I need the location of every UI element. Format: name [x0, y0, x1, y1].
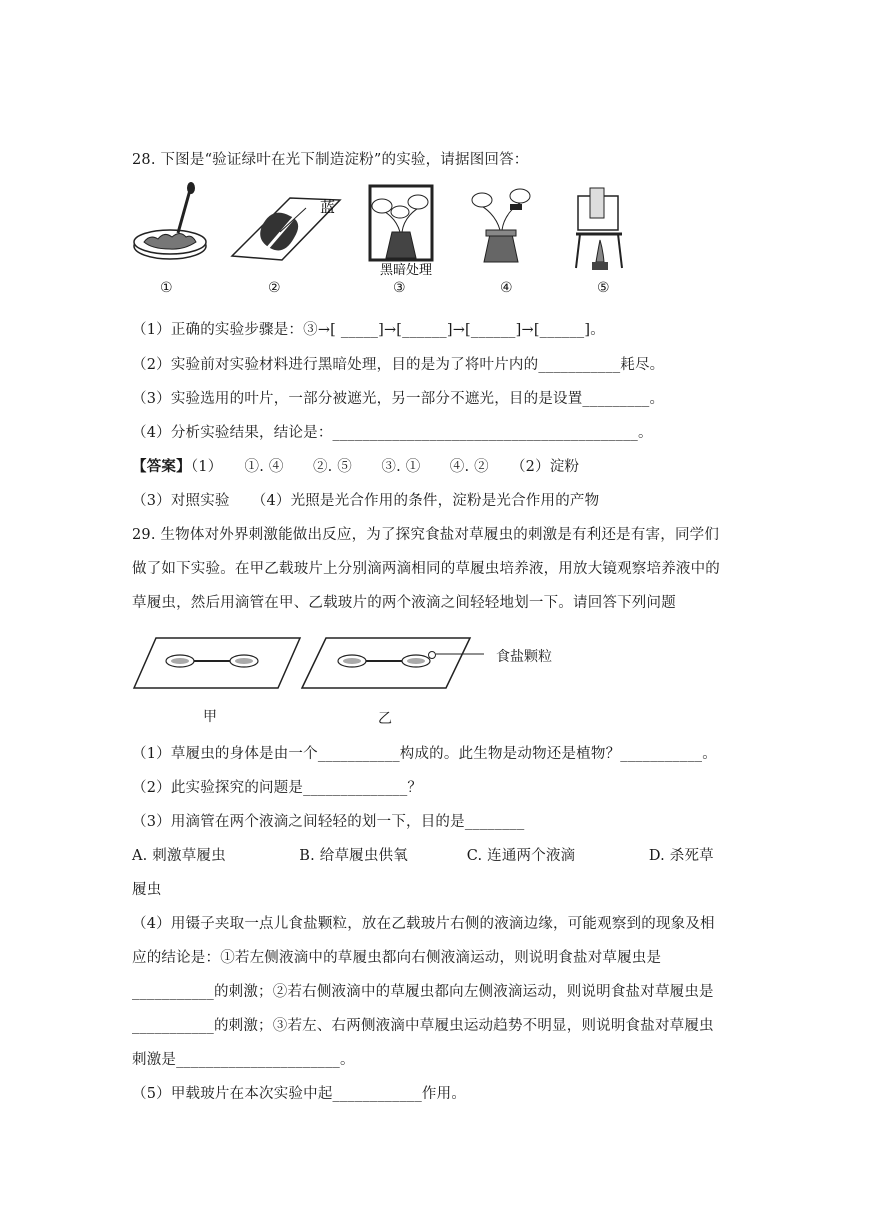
q29-line-2: （2）此实验探究的问题是______________？ — [132, 780, 423, 796]
label-jia: 甲 — [203, 709, 217, 725]
step-number-1: ① — [160, 280, 173, 296]
q28-answer-line-2: （3）对照实验 （4）光照是光合作用的条件，淀粉是光合作用的产物 — [132, 493, 600, 509]
label-salt-grain: 食盐颗粒 — [496, 649, 552, 665]
plant-covered-leaf-illustration — [472, 189, 530, 262]
label-yi: 乙 — [378, 711, 392, 727]
q29-options-wrap: 履虫 — [132, 882, 162, 898]
q29-line-3: （3）用滴管在两个液滴之间轻轻的划一下，目的是________ — [132, 814, 525, 830]
answer-tag: 【答案】 — [132, 458, 191, 475]
slide-jia-illustration — [134, 638, 300, 688]
q29-line-4e: 刺激是______________________。 — [132, 1052, 355, 1068]
q29-intro-3: 草履虫，然后用滴管在甲、乙载玻片的两个液滴之间轻轻地划一下。请回答下列问题 — [132, 595, 676, 611]
answer-text-1: （1） ①. ④ ②. ⑤ ③. ① ④. ② （2）淀粉 — [190, 459, 580, 475]
q29-figure — [130, 630, 600, 730]
q29-intro-2: 做了如下实验。在甲乙载玻片上分别滴两滴相同的草履虫培养液，用放大镜观察培养液中的 — [132, 561, 720, 577]
water-bath-heating-illustration — [576, 188, 622, 270]
q28-title: 28. 下图是“验证绿叶在光下制造淀粉”的实验，请据图回答： — [132, 152, 529, 168]
q29-line-4b: 应的结论是：①若左侧液滴中的草履虫都向右侧液滴运动，则说明食盐对草履虫是 — [132, 950, 662, 966]
q29-line-5: （5）甲载玻片在本次实验中起____________作用。 — [132, 1086, 467, 1102]
q28-line-4: （4）分析实验结果，结论是：_________________________________________。 — [132, 425, 653, 441]
step-number-2: ② — [268, 280, 281, 296]
step-number-3: ③ — [393, 280, 406, 296]
q29-intro-1: 29. 生物体对外界刺激能做出反应，为了探究食盐对草履虫的刺激是有利还是有害，同学们 — [132, 527, 720, 543]
step-number-5: ⑤ — [597, 280, 610, 296]
q28-line-1: （1）正确的实验步骤是：③→[ _____]→[______]→[______]→[______]。 — [132, 322, 605, 338]
q28-line-2: （2）实验前对实验材料进行黑暗处理，目的是为了将叶片内的___________耗尽。 — [132, 357, 665, 373]
petri-dish-dropper-illustration — [134, 182, 206, 259]
q29-options: A. 刺激草履虫 B. 给草履虫供氧 C. 连通两个液滴 D. 杀死草 — [132, 848, 714, 864]
q28-line-3: （3）实验选用的叶片，一部分被遮光，另一部分不遮光，目的是设置_________。 — [132, 391, 665, 407]
label-dark-treatment: 黑暗处理 — [380, 263, 433, 278]
plant-dark-box-illustration — [370, 186, 432, 260]
q29-line-4c: ___________的刺激；②若右侧液滴中的草履虫都向左侧液滴运动，则说明食盐对草履虫是 — [132, 984, 714, 1000]
q28-answer-line-1 — [132, 455, 579, 476]
q29-line-4d: ___________的刺激；③若左、右两侧液滴中草履虫运动趋势不明显，则说明食盐对草履虫 — [132, 1018, 714, 1034]
q29-line-4a: （4）用镊子夹取一点儿食盐颗粒，放在乙载玻片右侧的液滴边缘，可能观察到的现象及相 — [132, 916, 715, 932]
slide-yi-illustration — [302, 638, 484, 688]
q28-figure — [130, 178, 640, 308]
step-number-4: ④ — [500, 280, 513, 296]
label-blue: 蓝 — [320, 198, 336, 216]
q29-line-1: （1）草履虫的身体是由一个___________构成的。此生物是动物还是植物？___________。 — [132, 746, 717, 762]
